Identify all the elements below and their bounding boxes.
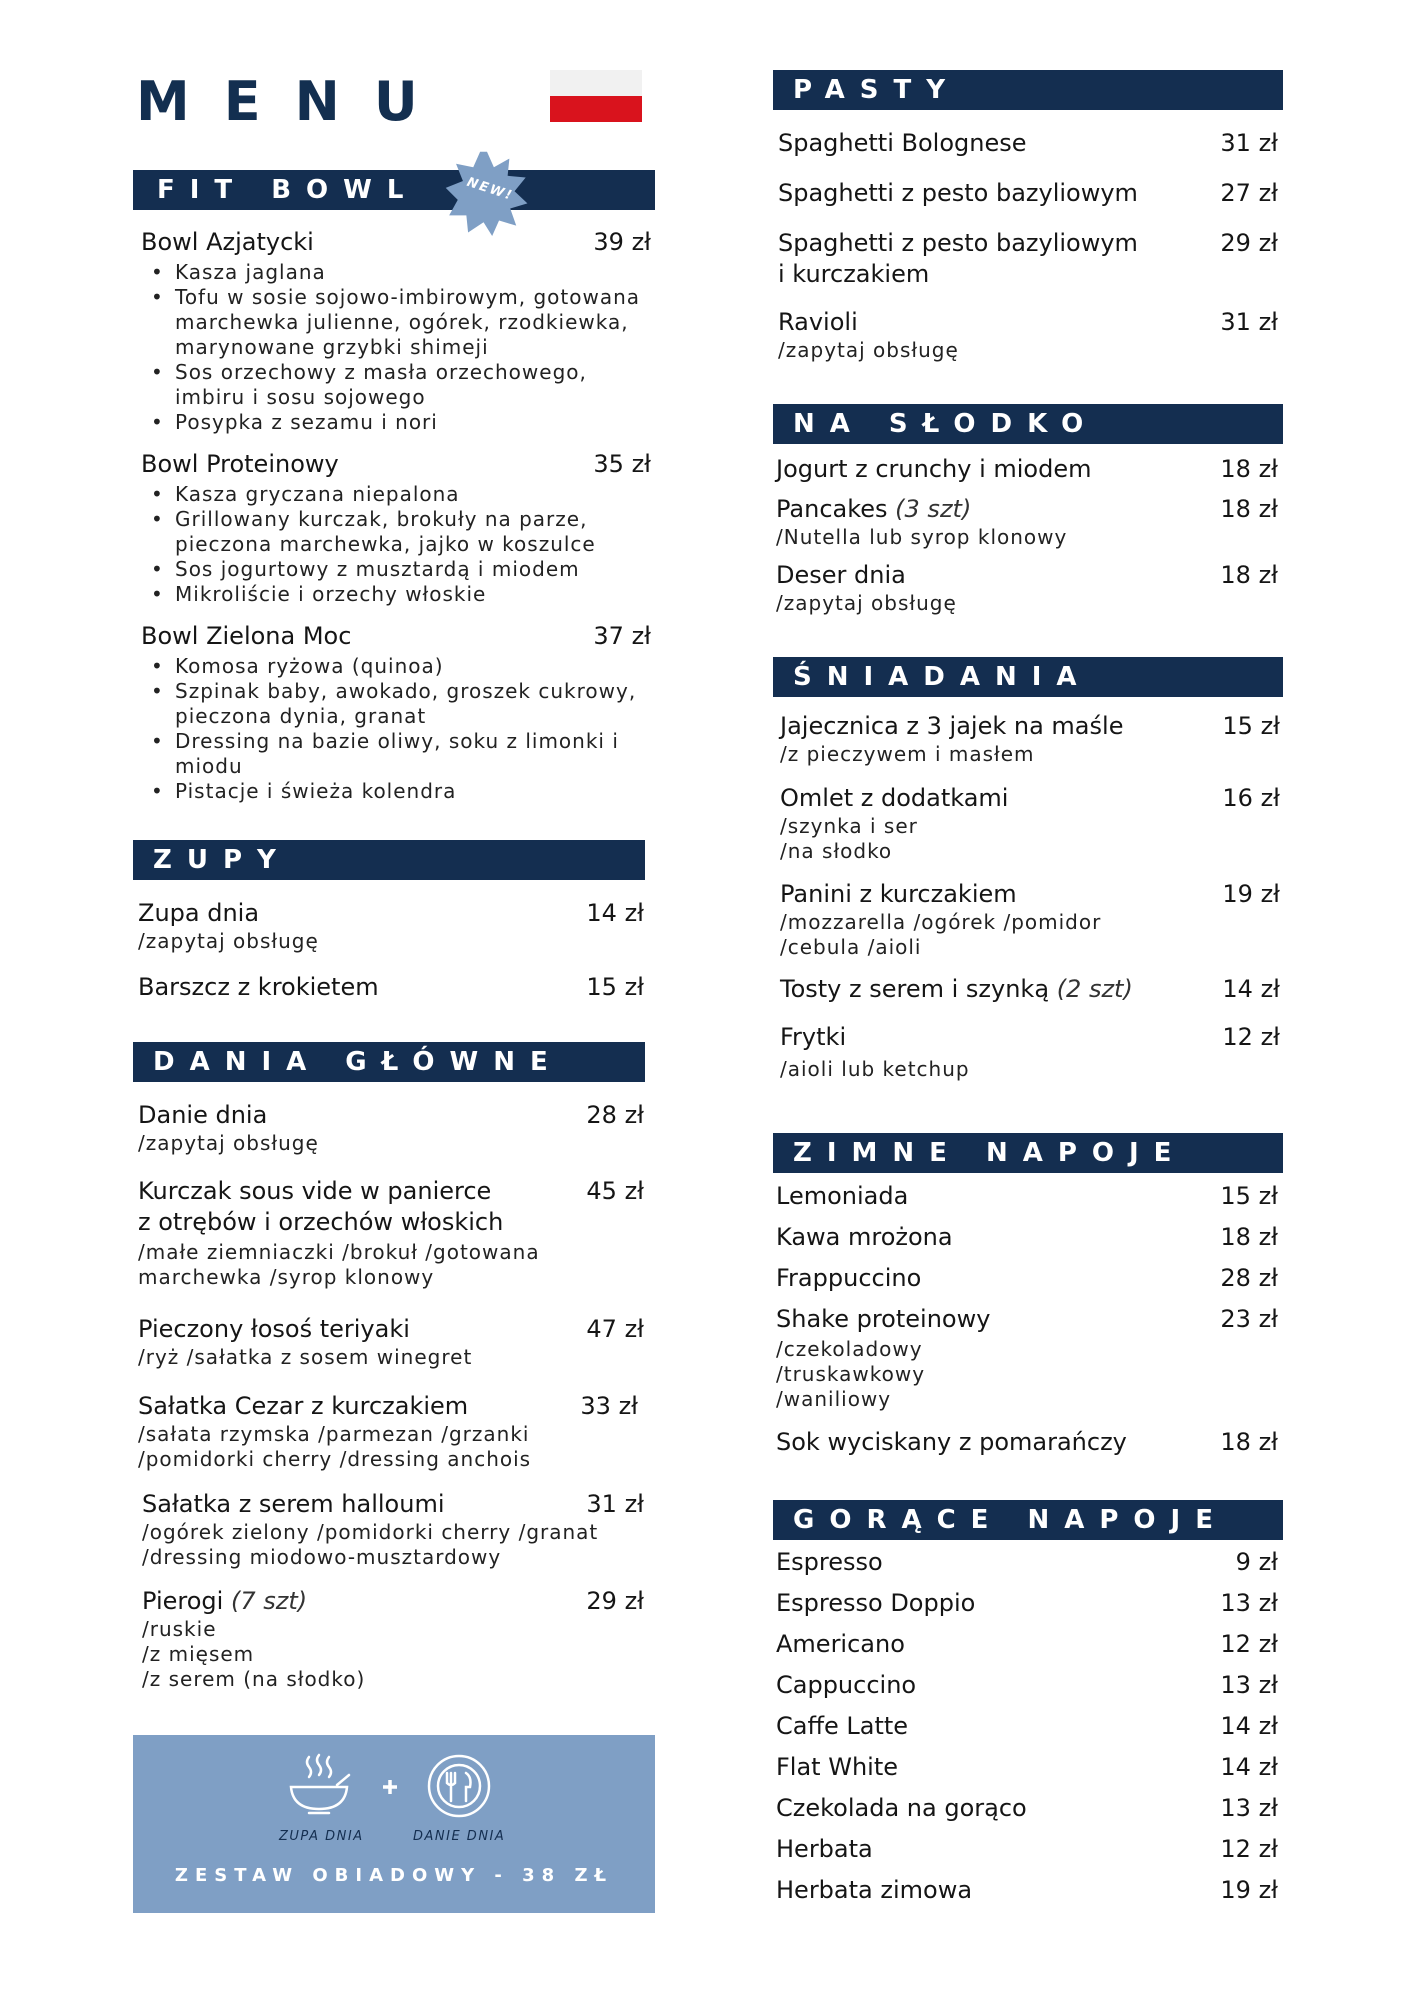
item-description: /ryż /sałatka z sosem winegret: [138, 1345, 473, 1369]
item-price: 31 zł: [1220, 308, 1278, 336]
item-name: [776, 494, 971, 525]
item-name-text: Pierogi: [142, 1587, 224, 1615]
item-price: 13 zł: [1220, 1589, 1278, 1617]
ingredient: • Grillowany kurczak, brokuły na parze, pieczona marchewka, jajko w koszulce: [141, 507, 651, 557]
plate-cutlery-icon: [426, 1753, 492, 1819]
ingredient: • Pistacje i świeża kolendra: [141, 779, 651, 804]
item-price: 39 zł: [593, 228, 651, 256]
menu-item: [141, 621, 651, 804]
item-name: Americano: [776, 1630, 905, 1658]
item-price: 14 zł: [1222, 975, 1280, 1003]
item-name: [780, 974, 1133, 1005]
menu-item: [776, 1588, 1278, 1619]
item-description: /mozzarella /ogórek /pomidor: [780, 910, 1102, 934]
item-name: Espresso Doppio: [776, 1589, 976, 1617]
item-description: /waniliowy: [776, 1387, 892, 1411]
item-price: 12 zł: [1220, 1835, 1278, 1863]
item-price: 47 zł: [586, 1315, 644, 1343]
menu-item: [778, 178, 1278, 209]
item-description: /czekoladowy: [776, 1337, 923, 1361]
menu-item: [138, 898, 644, 954]
section-header-fit-bowl: FIT BOWL: [133, 170, 655, 210]
menu-item: [776, 560, 1278, 616]
combo-title: ZESTAW OBIADOWY - 38 ZŁ: [174, 1865, 614, 1886]
menu-item: [778, 307, 1278, 363]
menu-item: [776, 1304, 1278, 1412]
poland-flag-icon: [550, 70, 642, 122]
item-price: 31 zł: [1220, 129, 1278, 157]
item-name: Czekolada na gorąco: [776, 1794, 1027, 1822]
item-name: Kawa mrożona: [776, 1223, 953, 1251]
menu-item: [776, 1793, 1278, 1824]
item-price: 15 zł: [586, 973, 644, 1001]
item-name-text: Tosty z serem i szynką: [780, 975, 1050, 1003]
item-name: Frappuccino: [776, 1264, 922, 1292]
lunch-combo-box: [133, 1735, 655, 1913]
item-description: /zapytaj obsługę: [778, 338, 959, 362]
item-name: Herbata: [776, 1835, 873, 1863]
item-name: Bowl Proteinowy: [141, 450, 339, 478]
item-name: Flat White: [776, 1753, 899, 1781]
ingredient-list: [141, 482, 651, 607]
menu-item: [142, 1586, 644, 1692]
menu-item: [138, 972, 644, 1003]
item-description: /Nutella lub syrop klonowy: [776, 525, 1068, 549]
plus-icon: [382, 1779, 398, 1795]
menu-item: [776, 1711, 1278, 1742]
item-name: Sałatka Cezar z kurczakiem: [138, 1392, 469, 1420]
menu-item: [776, 1222, 1278, 1253]
item-name-line2: i kurczakiem: [778, 260, 930, 288]
menu-item: [141, 227, 651, 435]
item-quantity: (7 szt): [230, 1587, 308, 1615]
item-description: marchewka /syrop klonowy: [138, 1265, 435, 1289]
item-description: /szynka i ser: [780, 814, 918, 838]
item-name-line2: z otrębów i orzechów włoskich: [138, 1208, 504, 1236]
item-description: /truskawkowy: [776, 1362, 926, 1386]
item-description: /zapytaj obsługę: [138, 1131, 319, 1155]
item-description: /zapytaj obsługę: [776, 591, 957, 615]
item-price: 37 zł: [593, 622, 651, 650]
menu-item: [138, 1314, 644, 1370]
item-price: 33 zł: [580, 1392, 638, 1420]
item-name: Herbata zimowa: [776, 1876, 973, 1904]
menu-item: [780, 879, 1280, 960]
ingredient: • Kasza gryczana niepalona: [141, 482, 651, 507]
item-name: Jajecznica z 3 jajek na maśle: [780, 712, 1124, 740]
item-name-text: Pancakes: [776, 495, 888, 523]
item-price: 19 zł: [1220, 1876, 1278, 1904]
item-name: Spaghetti Bolognese: [778, 129, 1027, 157]
menu-item: [778, 128, 1278, 159]
ingredient: • Dressing na bazie oliwy, soku z limonki i miodu: [141, 729, 651, 779]
item-name: Lemoniada: [776, 1182, 909, 1210]
item-name: Pieczony łosoś teriyaki: [138, 1315, 410, 1343]
item-description: /aioli lub ketchup: [780, 1057, 970, 1081]
item-description: /sałata rzymska /parmezan /grzanki: [138, 1422, 530, 1446]
menu-item: [776, 1629, 1278, 1660]
item-name: Sok wyciskany z pomarańczy: [776, 1428, 1127, 1456]
menu-item: [141, 449, 651, 607]
item-name: Sałatka z serem halloumi: [142, 1490, 445, 1518]
menu-item: [138, 1391, 638, 1472]
menu-item: [776, 1752, 1278, 1783]
item-name: Omlet z dodatkami: [780, 784, 1009, 812]
section-header-zimne-napoje: ZIMNE NAPOJE: [773, 1133, 1283, 1173]
item-price: 15 zł: [1222, 712, 1280, 740]
item-price: 31 zł: [586, 1490, 644, 1518]
item-price: 12 zł: [1222, 1023, 1280, 1051]
item-description: /małe ziemniaczki /brokuł /gotowana: [138, 1240, 540, 1264]
ingredient-list: [141, 654, 651, 804]
item-price: 13 zł: [1220, 1671, 1278, 1699]
item-price: 28 zł: [1220, 1264, 1278, 1292]
item-price: 27 zł: [1220, 179, 1278, 207]
ingredient: • Tofu w sosie sojowo-imbirowym, gotowana marchewka julienne, ogórek, rzodkiewka, marynowane grzybki shimeji: [141, 285, 651, 360]
menu-item: [776, 1834, 1278, 1865]
menu-item: [776, 1670, 1278, 1701]
item-price: 18 zł: [1220, 495, 1278, 523]
soup-bowl-icon: [287, 1753, 353, 1819]
item-description: /zapytaj obsługę: [138, 929, 319, 953]
menu-item: [142, 1489, 644, 1570]
item-description: /pomidorki cherry /dressing anchois: [138, 1447, 532, 1471]
item-name: Kurczak sous vide w panierce: [138, 1177, 492, 1205]
item-price: 18 zł: [1220, 455, 1278, 483]
menu-title: MENU: [136, 70, 452, 133]
item-price: 15 zł: [1220, 1182, 1278, 1210]
item-name: Panini z kurczakiem: [780, 880, 1017, 908]
item-name: Bowl Zielona Moc: [141, 622, 352, 650]
item-name: Shake proteinowy: [776, 1305, 991, 1333]
menu-item: [776, 454, 1278, 485]
new-badge-label: NEW!: [464, 174, 516, 205]
menu-item: [780, 974, 1280, 1005]
item-description: /cebula /aioli: [780, 935, 922, 959]
item-price: 14 zł: [1220, 1753, 1278, 1781]
item-name: Ravioli: [778, 308, 858, 336]
item-price: 14 zł: [1220, 1712, 1278, 1740]
item-description: /ogórek zielony /pomidorki cherry /granat: [142, 1520, 599, 1544]
menu-item: [776, 1263, 1278, 1294]
menu-item: [138, 1100, 644, 1156]
item-price: 14 zł: [586, 899, 644, 927]
item-price: 19 zł: [1222, 880, 1280, 908]
ingredient: • Sos jogurtowy z musztardą i miodem: [141, 557, 651, 582]
item-name: Spaghetti z pesto bazyliowym: [778, 229, 1138, 257]
item-price: 18 zł: [1220, 1428, 1278, 1456]
ingredient: • Sos orzechowy z masła orzechowego, imbiru i sosu sojowego: [141, 360, 651, 410]
item-quantity: (2 szt): [1056, 975, 1133, 1003]
section-header-dania-glowne: DANIA GŁÓWNE: [133, 1042, 645, 1082]
item-description: /z pieczywem i masłem: [780, 742, 1035, 766]
section-header-na-slodko: NA SŁODKO: [773, 404, 1283, 444]
item-name: Espresso: [776, 1548, 883, 1576]
item-quantity: (3 szt): [895, 495, 972, 523]
menu-item: [776, 1181, 1278, 1212]
combo-label-soup: ZUPA DNIA: [279, 1829, 364, 1844]
item-price: 29 zł: [586, 1587, 644, 1615]
item-name: Zupa dnia: [138, 899, 260, 927]
section-header-pasty: PASTY: [773, 70, 1283, 110]
item-price: 9 zł: [1235, 1548, 1278, 1576]
item-name: Deser dnia: [776, 561, 906, 589]
menu-item: [780, 783, 1280, 864]
combo-label-main: DANIE DNIA: [413, 1829, 506, 1844]
item-name: [142, 1586, 307, 1617]
menu-item: [776, 1547, 1278, 1578]
item-description: /ruskie: [142, 1617, 217, 1641]
item-name: Danie dnia: [138, 1101, 268, 1129]
item-description: /z serem (na słodko): [142, 1667, 366, 1691]
section-header-gorace-napoje: GORĄCE NAPOJE: [773, 1500, 1283, 1540]
menu-item: [776, 1875, 1278, 1906]
item-name: Barszcz z krokietem: [138, 973, 379, 1001]
menu-item: [780, 711, 1280, 767]
item-price: 12 zł: [1220, 1630, 1278, 1658]
item-price: 45 zł: [586, 1177, 644, 1205]
ingredient-list: [141, 260, 651, 435]
item-price: 29 zł: [1220, 229, 1278, 257]
item-price: 23 zł: [1220, 1305, 1278, 1333]
item-name: Bowl Azjatycki: [141, 228, 314, 256]
section-header-zupy: ZUPY: [133, 840, 645, 880]
menu-item: [780, 1022, 1280, 1082]
item-price: 35 zł: [593, 450, 651, 478]
menu-item: [778, 228, 1278, 290]
item-price: 16 zł: [1222, 784, 1280, 812]
ingredient: • Komosa ryżowa (quinoa): [141, 654, 651, 679]
item-price: 18 zł: [1220, 561, 1278, 589]
menu-item: [776, 494, 1278, 550]
item-name: Caffe Latte: [776, 1712, 909, 1740]
item-price: 28 zł: [586, 1101, 644, 1129]
item-name: Spaghetti z pesto bazyliowym: [778, 179, 1138, 207]
item-name: Frytki: [780, 1023, 847, 1051]
section-header-sniadania: ŚNIADANIA: [773, 657, 1283, 697]
item-price: 13 zł: [1220, 1794, 1278, 1822]
ingredient: • Posypka z sezamu i nori: [141, 410, 651, 435]
item-price: 18 zł: [1220, 1223, 1278, 1251]
item-name: Cappuccino: [776, 1671, 917, 1699]
item-name: Jogurt z crunchy i miodem: [776, 455, 1092, 483]
item-description: /na słodko: [780, 839, 893, 863]
ingredient: • Kasza jaglana: [141, 260, 651, 285]
ingredient: • Mikroliście i orzechy włoskie: [141, 582, 651, 607]
ingredient: • Szpinak baby, awokado, groszek cukrowy, pieczona dynia, granat: [141, 679, 651, 729]
menu-item: [138, 1176, 644, 1290]
item-description: /z mięsem: [142, 1642, 255, 1666]
item-description: /dressing miodowo-musztardowy: [142, 1545, 502, 1569]
menu-item: [776, 1427, 1278, 1458]
